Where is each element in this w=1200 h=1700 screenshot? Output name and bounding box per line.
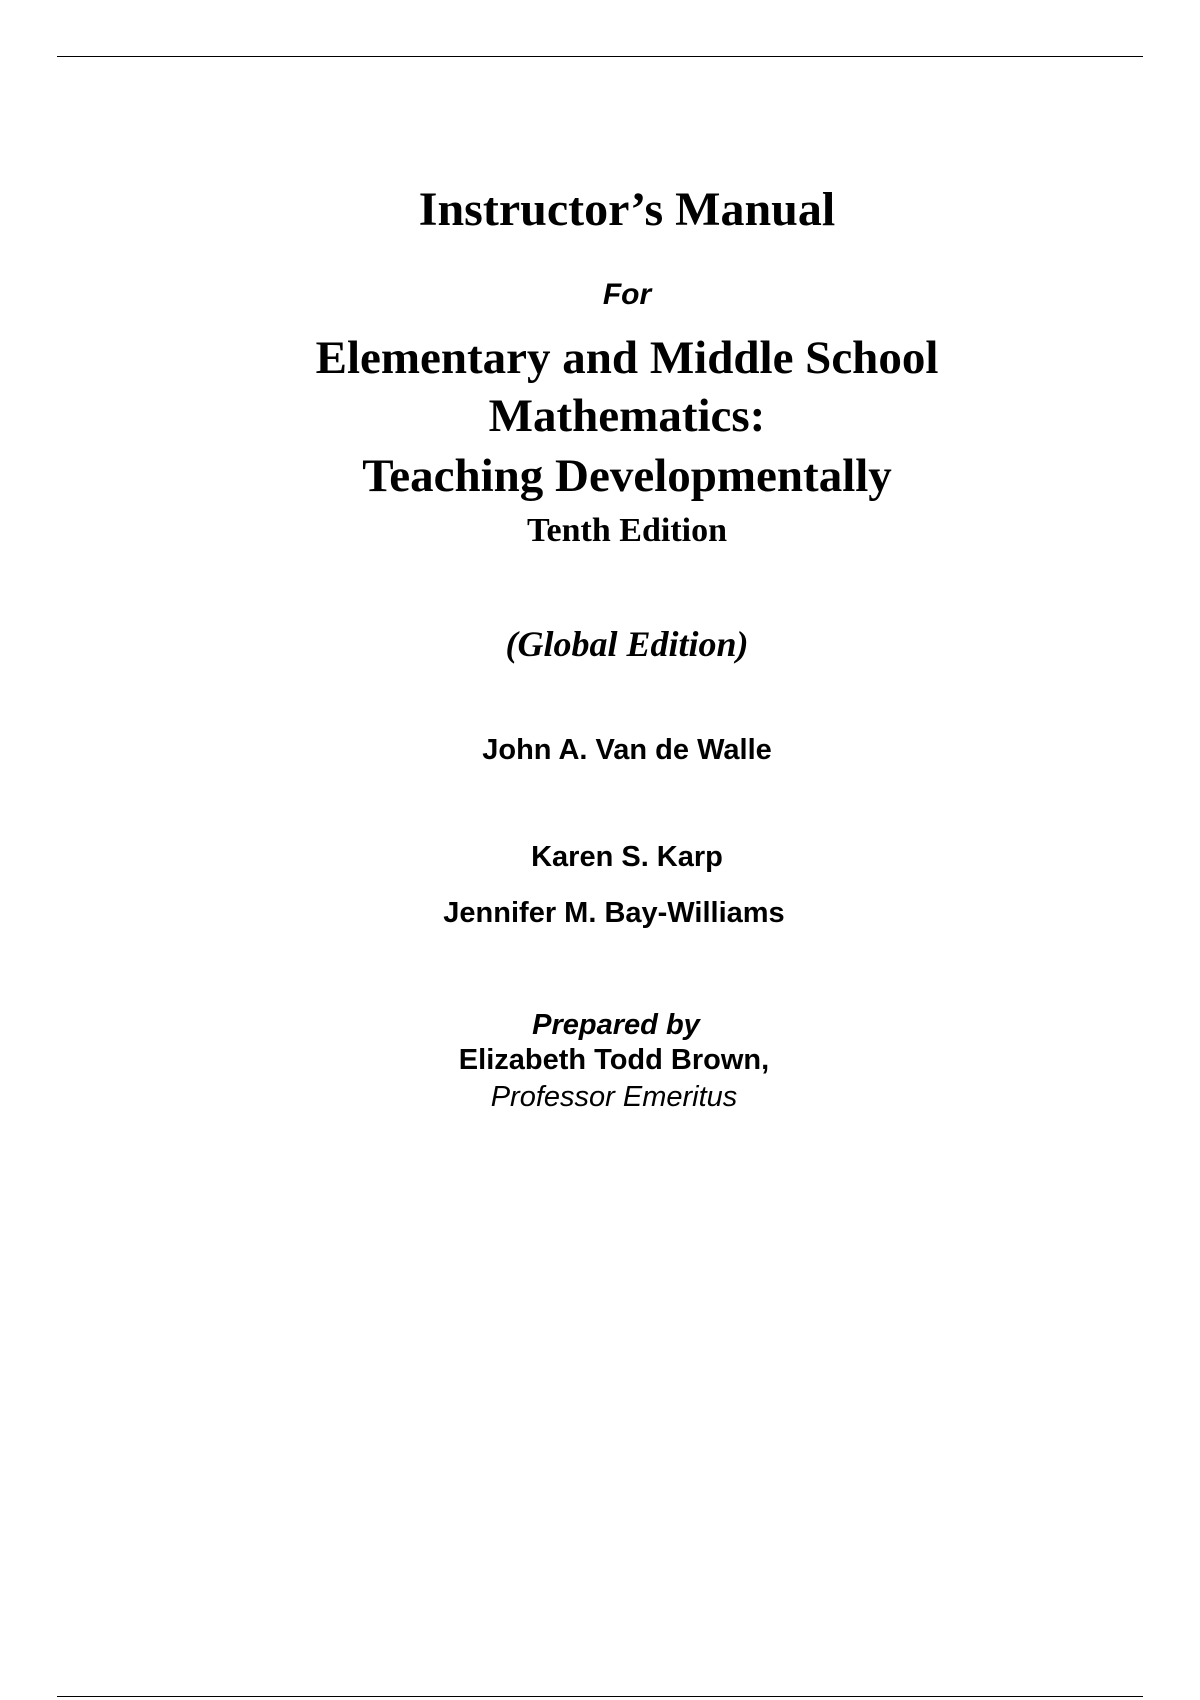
bottom-rule — [57, 1696, 1143, 1697]
author-name: Jennifer M. Bay-Williams — [443, 897, 785, 929]
book-title-line-2: Mathematics: — [488, 390, 766, 442]
author-name: John A. Van de Walle — [482, 734, 772, 766]
global-edition-label: (Global Edition) — [505, 624, 749, 664]
preparer-title: Professor Emeritus — [490, 1081, 738, 1113]
author-name: Karen S. Karp — [531, 841, 723, 873]
edition-label: Tenth Edition — [527, 512, 727, 549]
for-label: For — [602, 278, 652, 311]
book-title-line-1: Elementary and Middle School — [315, 332, 939, 384]
preparer-name: Elizabeth Todd Brown, — [458, 1044, 770, 1076]
book-title-line-3: Teaching Developmentally — [362, 450, 892, 502]
prepared-by-label: Prepared by — [532, 1009, 700, 1041]
top-rule — [57, 56, 1143, 57]
manual-title: Instructor’s Manual — [418, 183, 836, 236]
